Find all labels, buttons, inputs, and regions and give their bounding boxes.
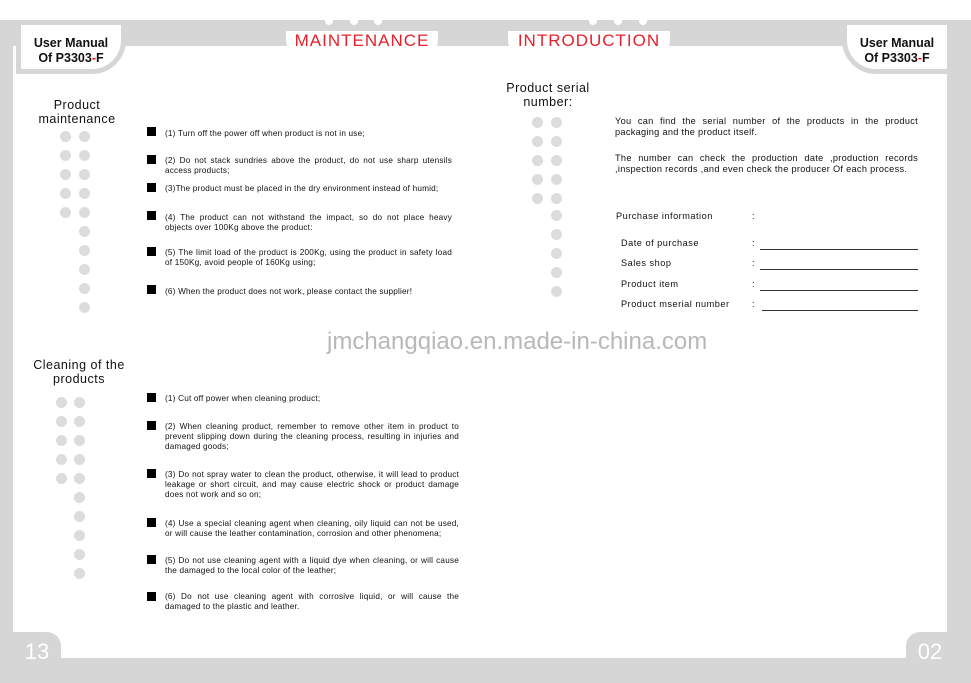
colon: : xyxy=(752,299,755,309)
tab-introduction: INTRODUCTION xyxy=(508,31,670,53)
product-serial-field[interactable] xyxy=(762,310,918,311)
top-dot xyxy=(350,17,358,25)
decor-dot xyxy=(60,131,71,142)
top-dot xyxy=(589,17,597,25)
date-of-purchase-label: Date of purchase xyxy=(621,238,699,248)
decor-dot xyxy=(551,155,562,166)
serial-heading: Product serial number: xyxy=(506,81,590,109)
left-manual-title-line2: Of P3303-F xyxy=(38,51,104,65)
product-item-field[interactable] xyxy=(760,290,918,291)
decor-dot xyxy=(532,174,543,185)
product-serial-label: Product mserial number xyxy=(621,299,730,309)
decor-dot xyxy=(551,174,562,185)
decor-dot xyxy=(79,264,90,275)
decor-dot xyxy=(74,435,85,446)
decor-dot xyxy=(79,302,90,313)
decor-dot xyxy=(551,210,562,221)
decor-dot xyxy=(532,155,543,166)
bullet-square xyxy=(147,127,156,136)
colon: : xyxy=(752,258,755,268)
decor-dot xyxy=(56,435,67,446)
decor-dot xyxy=(74,492,85,503)
frame-top-bar xyxy=(0,20,971,46)
decor-dot xyxy=(551,117,562,128)
frame-bottom-bar xyxy=(0,658,971,683)
left-manual-label xyxy=(16,20,126,74)
decor-dot xyxy=(74,530,85,541)
decor-dot xyxy=(79,245,90,256)
top-dot xyxy=(325,17,333,25)
decor-dot xyxy=(532,136,543,147)
decor-dot xyxy=(74,473,85,484)
decor-dot xyxy=(74,397,85,408)
watermark: jmchangqiao.en.made-in-china.com xyxy=(327,328,708,355)
cleaning-item: (2) When cleaning product, remember to remove other item in product to prevent slipping down during the cleaning process, resulting in injuries and damaged goods; xyxy=(165,422,459,451)
decor-dot xyxy=(74,568,85,579)
decor-dot xyxy=(551,267,562,278)
cleaning-item: (4) Use a special cleaning agent when cleaning, oily liquid can not be used, or will cause the leather contamination, corrosion and other phenomena; xyxy=(165,519,459,538)
decor-dot xyxy=(551,136,562,147)
left-manual-title-line1: User Manual xyxy=(33,36,109,50)
right-manual-title-line1: User Manual xyxy=(859,36,935,50)
decor-dot xyxy=(60,207,71,218)
sales-shop-label: Sales shop xyxy=(621,258,672,268)
top-dot xyxy=(614,17,622,25)
bullet-square xyxy=(147,592,156,601)
top-dot xyxy=(639,17,647,25)
decor-dot xyxy=(60,150,71,161)
maintenance-heading: Product maintenance xyxy=(38,98,116,126)
cleaning-item: (6) Do not use cleaning agent with corrosive liquid, or will cause the damaged to the plastic and leather. xyxy=(165,592,459,611)
decor-dot xyxy=(79,150,90,161)
maintenance-item: (6) When the product does not work, please contact the supplier! xyxy=(165,287,413,296)
maintenance-item: (4) The product can not withstand the impact, so do not place heavy objects over 100Kg above the product: xyxy=(165,213,452,232)
colon: : xyxy=(752,238,755,248)
bullet-square xyxy=(147,393,156,402)
frame-left-bar xyxy=(0,20,13,683)
decor-dot xyxy=(79,207,90,218)
bullet-square xyxy=(147,247,156,256)
bullet-square xyxy=(147,421,156,430)
decor-dot xyxy=(56,454,67,465)
bullet-square xyxy=(147,555,156,564)
decor-dot xyxy=(551,248,562,259)
decor-dot xyxy=(79,131,90,142)
colon: : xyxy=(752,279,755,289)
right-manual-label xyxy=(842,20,952,74)
decor-dot xyxy=(56,416,67,427)
bullet-square xyxy=(147,183,156,192)
decor-dot xyxy=(74,511,85,522)
tab-maintenance: MAINTENANCE xyxy=(286,31,438,53)
decor-dot xyxy=(60,188,71,199)
bullet-square xyxy=(147,211,156,220)
maintenance-item: (2) Do not stack sundries above the product, do not use sharp utensils access products; xyxy=(165,156,452,175)
bullet-square xyxy=(147,285,156,294)
decor-dot xyxy=(532,193,543,204)
serial-paragraph-2: The number can check the production date ,production records ,inspection records ,and even check the producer Of each process. xyxy=(615,153,918,174)
maintenance-item: (3)The product must be placed in the dry environment instead of humid; xyxy=(165,184,439,193)
top-dot xyxy=(374,17,382,25)
decor-dot xyxy=(74,454,85,465)
cleaning-heading: Cleaning of the products xyxy=(33,358,125,386)
decor-dot xyxy=(551,286,562,297)
decor-dot xyxy=(79,226,90,237)
maintenance-item: (5) The limit load of the product is 200Kg, using the product in safety load of 150Kg, avoid people of 160Kg using; xyxy=(165,248,452,267)
page-number-left: 13 xyxy=(13,632,61,672)
decor-dot xyxy=(551,193,562,204)
cleaning-item: (5) Do not use cleaning agent with a liquid dye when cleaning, or will cause the damaged to the local color of the leather; xyxy=(165,556,459,575)
decor-dot xyxy=(79,169,90,180)
bullet-square xyxy=(147,469,156,478)
serial-paragraph-1: You can find the serial number of the products in the product packaging and the product itself. xyxy=(615,116,918,137)
decor-dot xyxy=(532,117,543,128)
decor-dot xyxy=(79,283,90,294)
product-item-label: Product item xyxy=(621,279,679,289)
sales-shop-field[interactable] xyxy=(760,269,918,270)
colon: : xyxy=(752,211,755,221)
maintenance-item: (1) Turn off the power off when product is not in use; xyxy=(165,129,365,138)
decor-dot xyxy=(551,229,562,240)
cleaning-item: (3) Do not spray water to clean the product, otherwise, it will lead to product leakage or short circuit, and may cause electric shock or product damage does not work and so on; xyxy=(165,470,459,499)
decor-dot xyxy=(56,397,67,408)
cleaning-item: (1) Cut off power when cleaning product; xyxy=(165,394,321,403)
date-of-purchase-field[interactable] xyxy=(760,249,918,250)
decor-dot xyxy=(56,473,67,484)
page-number-right: 02 xyxy=(906,632,954,672)
purchase-info-title: Purchase information xyxy=(616,211,713,221)
decor-dot xyxy=(74,549,85,560)
decor-dot xyxy=(60,169,71,180)
bullet-square xyxy=(147,518,156,527)
bullet-square xyxy=(147,155,156,164)
frame-right-bar xyxy=(947,20,971,683)
right-manual-title-line2: Of P3303-F xyxy=(864,51,930,65)
decor-dot xyxy=(79,188,90,199)
decor-dot xyxy=(74,416,85,427)
